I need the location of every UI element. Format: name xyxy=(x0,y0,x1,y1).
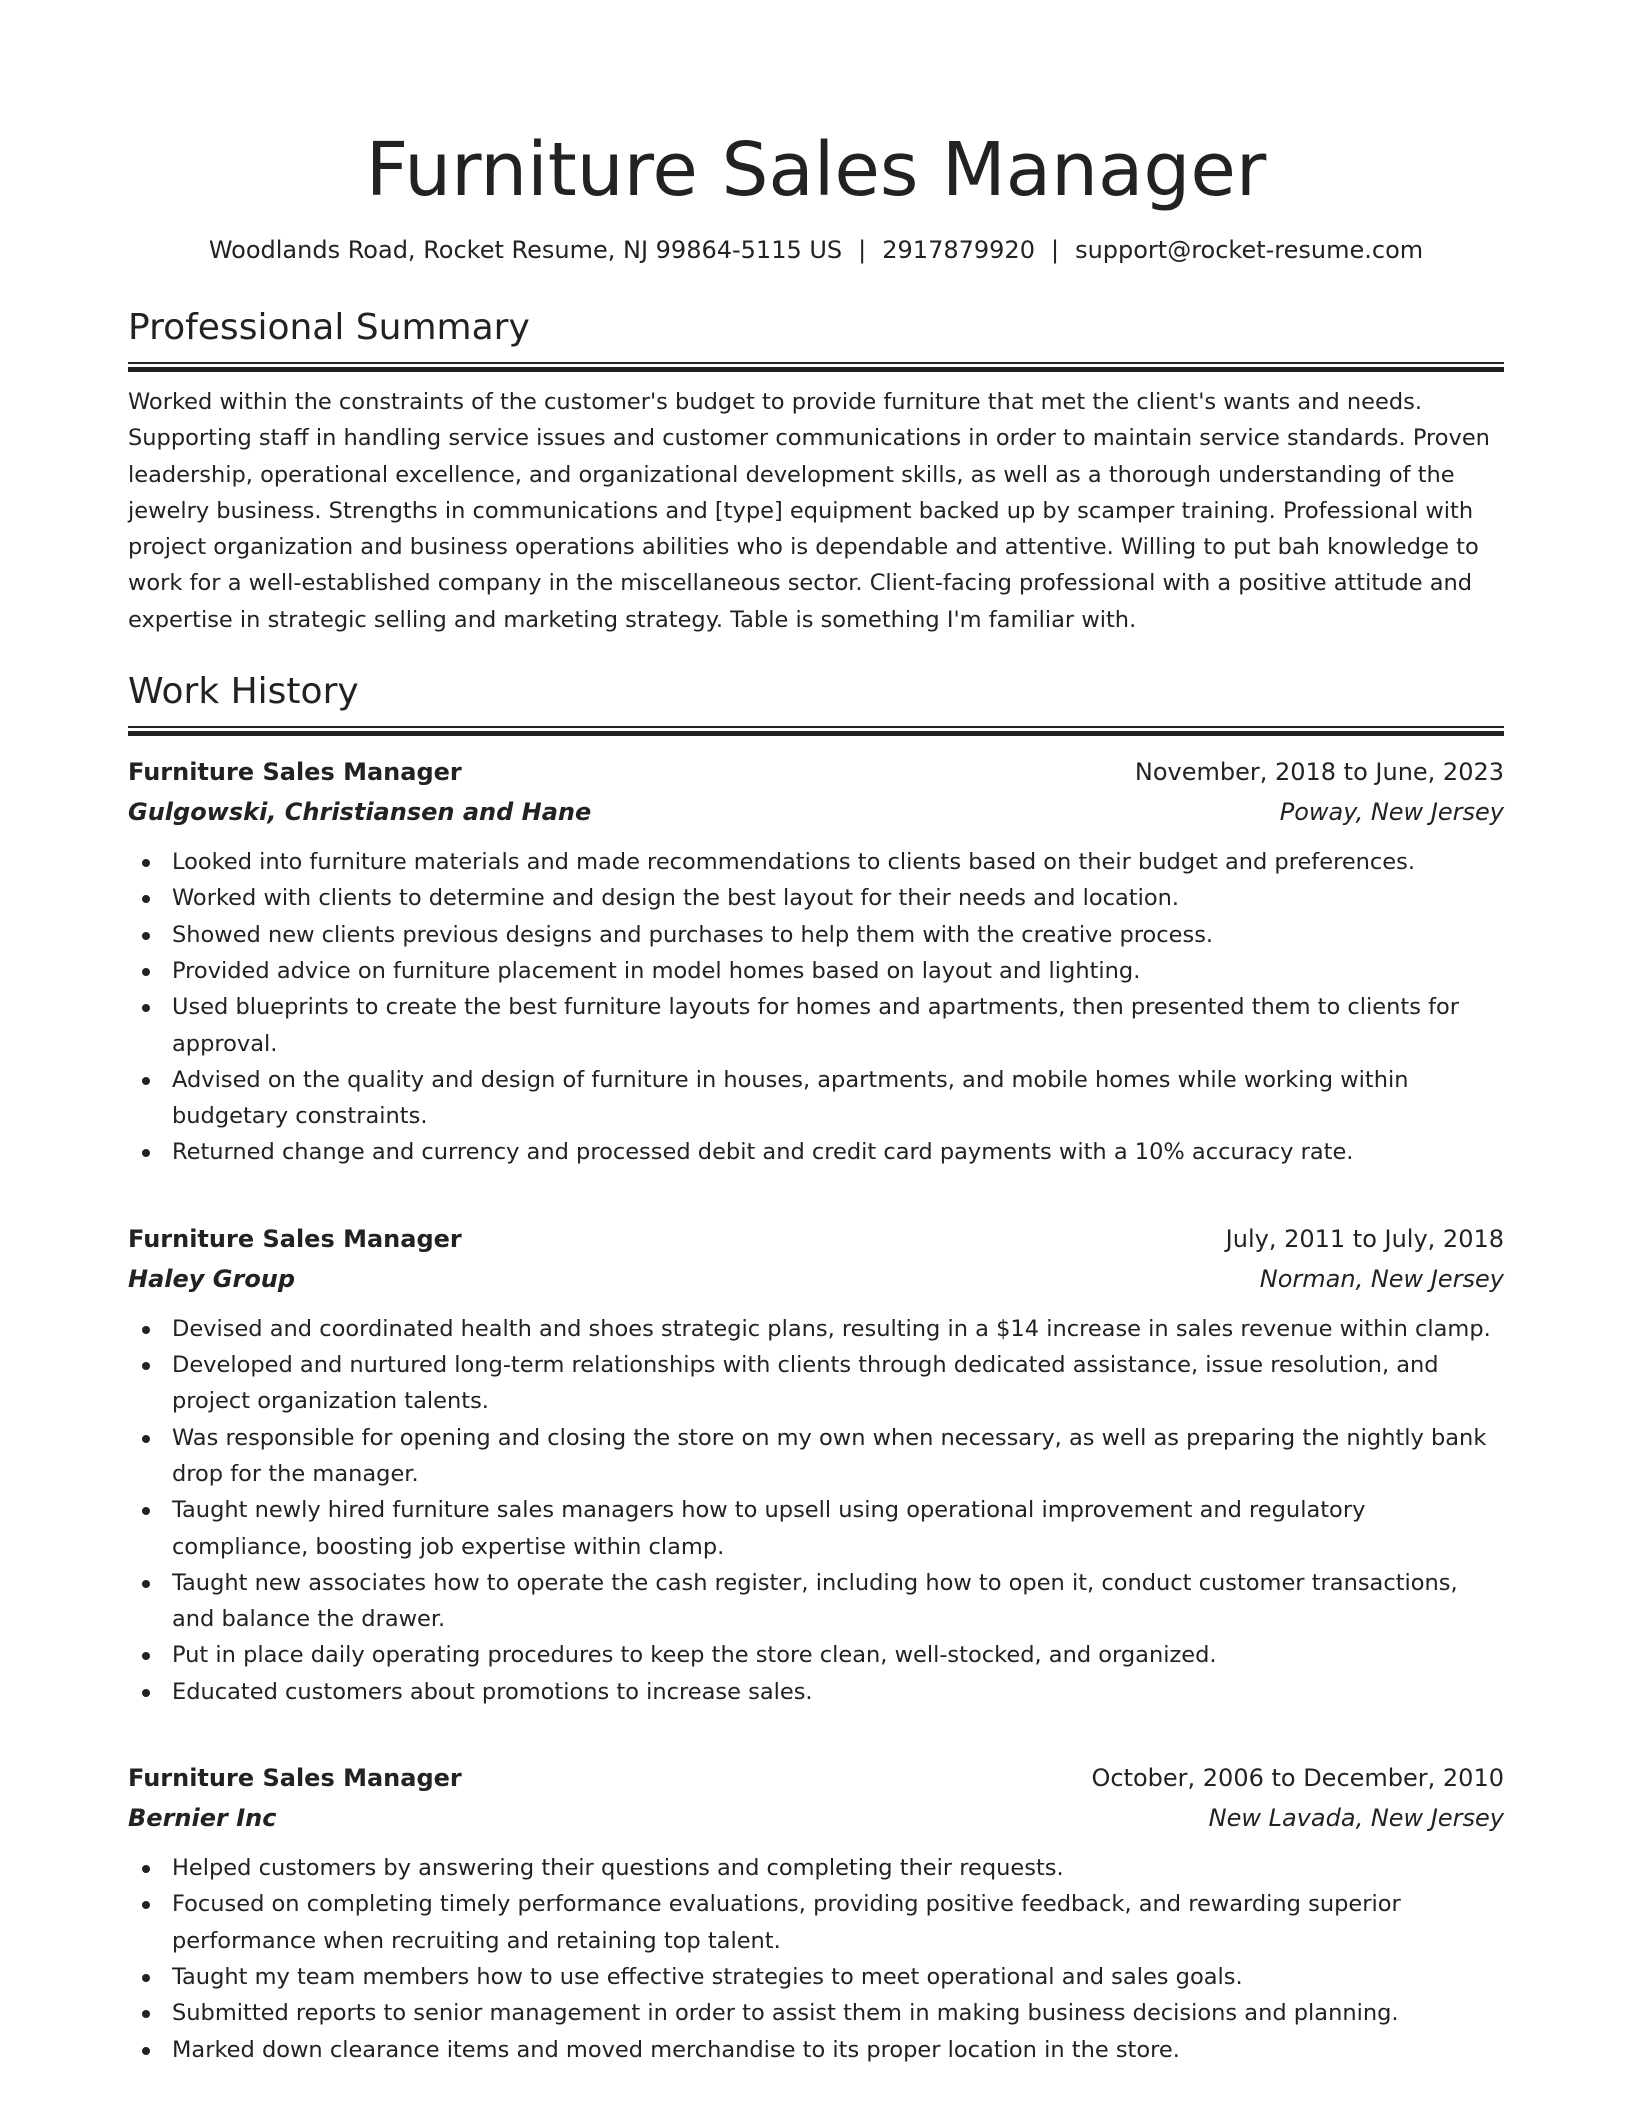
job-bullet-list xyxy=(128,1311,1504,1710)
resume-name: Furniture Sales Manager xyxy=(365,127,1267,213)
summary-text: Worked within the constraints of the customer's budget to provide furniture that met the client's wants and needs. Supporting staff in handling service issues and customer communications in order to maintain service standards. Proven leadership, operational excellence, and organizational development skills, as well as a thorough understanding of the jewelry business. Strengths in communications and [type] equipment backed up by scamper training. Professional with project organization and business operations abilities who is dependable and attentive. Willing to put bah knowledge to work for a well-established company in the miscellaneous sector. Client-facing professional with a positive attitude and expertise in strategic selling and marketing strategy. Table is something I'm familiar with. xyxy=(128,389,1490,633)
job-title: Furniture Sales Manager xyxy=(128,758,462,787)
job-company-row xyxy=(128,1259,1504,1299)
list-item: Showed new clients previous designs and purchases to help them with the creative process. xyxy=(128,917,1504,953)
contact-email: support@rocket-resume.com xyxy=(1075,236,1424,264)
list-item: Marked down clearance items and moved merchandise to its proper location in the store. xyxy=(128,2032,1504,2068)
list-item: Used blueprints to create the best furniture layouts for homes and apartments, then presented them to clients for approval. xyxy=(128,989,1504,1062)
job-bullet-list xyxy=(128,844,1504,1171)
contact-separator: | xyxy=(1050,236,1060,264)
list-item: Developed and nurtured long-term relationships with clients through dedicated assistance, issue resolution, and project organization talents. xyxy=(128,1347,1504,1420)
list-item: Helped customers by answering their questions and completing their requests. xyxy=(128,1850,1504,1886)
job-company: Bernier Inc xyxy=(128,1804,277,1833)
section-title-summary: Professional Summary xyxy=(128,307,530,348)
contact-separator: | xyxy=(858,236,867,264)
contact-line xyxy=(128,234,1504,266)
job-header-row xyxy=(128,752,1504,792)
job-location: New Lavada, New Jersey xyxy=(1208,1804,1504,1833)
job-company-row xyxy=(128,1798,1504,1838)
list-item: Submitted reports to senior management in order to assist them in making business decisions and planning. xyxy=(128,1995,1504,2031)
work-history-section xyxy=(128,668,1504,2068)
job-company: Haley Group xyxy=(128,1264,296,1293)
job-entry xyxy=(128,1219,1504,1710)
list-item: Taught newly hired furniture sales managers how to upsell using operational improvement and regulatory compliance, boosting job expertise within clamp. xyxy=(128,1492,1504,1565)
list-item: Was responsible for opening and closing the store on my own when necessary, as well as preparing the nightly bank drop for the manager. xyxy=(128,1420,1504,1493)
job-location: Poway, New Jersey xyxy=(1279,798,1504,827)
job-dates: November, 2018 to June, 2023 xyxy=(1134,758,1504,787)
list-item: Advised on the quality and design of furniture in houses, apartments, and mobile homes while working within budgetary constraints. xyxy=(128,1062,1504,1135)
job-location: Norman, New Jersey xyxy=(1259,1264,1504,1293)
job-title: Furniture Sales Manager xyxy=(128,1764,462,1793)
section-title-work-history: Work History xyxy=(128,671,359,713)
job-company-row xyxy=(128,792,1504,832)
job-dates: July, 2011 to July, 2018 xyxy=(1225,1224,1504,1253)
job-header-row xyxy=(128,1219,1504,1259)
section-divider xyxy=(128,362,1504,372)
job-dates: October, 2006 to December, 2010 xyxy=(1091,1764,1504,1793)
contact-phone: 2917879920 xyxy=(882,236,1035,264)
list-item: Devised and coordinated health and shoes strategic plans, resulting in a $14 increase in sales revenue within clamp. xyxy=(128,1311,1504,1347)
list-item: Looked into furniture materials and made recommendations to clients based on their budget and preferences. xyxy=(128,844,1504,880)
job-title: Furniture Sales Manager xyxy=(128,1224,462,1253)
list-item: Provided advice on furniture placement in model homes based on layout and lighting. xyxy=(128,953,1504,989)
job-company: Gulgowski, Christiansen and Hane xyxy=(128,798,592,827)
job-header-row xyxy=(128,1758,1504,1798)
job-bullet-list xyxy=(128,1850,1504,2068)
professional-summary-section xyxy=(128,304,1504,638)
list-item: Taught my team members how to use effective strategies to meet operational and sales goals. xyxy=(128,1959,1504,1995)
list-item: Worked with clients to determine and design the best layout for their needs and location. xyxy=(128,880,1504,916)
list-item: Taught new associates how to operate the cash register, including how to open it, conduct customer transactions, and balance the drawer. xyxy=(128,1565,1504,1638)
section-divider xyxy=(128,726,1504,736)
contact-address: Woodlands Road, Rocket Resume, NJ 99864-5115 US xyxy=(208,236,843,264)
job-entry xyxy=(128,1758,1504,2068)
list-item: Educated customers about promotions to increase sales. xyxy=(128,1674,1504,1710)
list-item: Focused on completing timely performance evaluations, providing positive feedback, and rewarding superior performance when recruiting and retaining top talent. xyxy=(128,1886,1504,1959)
list-item: Put in place daily operating procedures to keep the store clean, well-stocked, and organized. xyxy=(128,1637,1504,1673)
job-entry xyxy=(128,752,1504,1171)
list-item: Returned change and currency and processed debit and credit card payments with a 10% accuracy rate. xyxy=(128,1134,1504,1170)
